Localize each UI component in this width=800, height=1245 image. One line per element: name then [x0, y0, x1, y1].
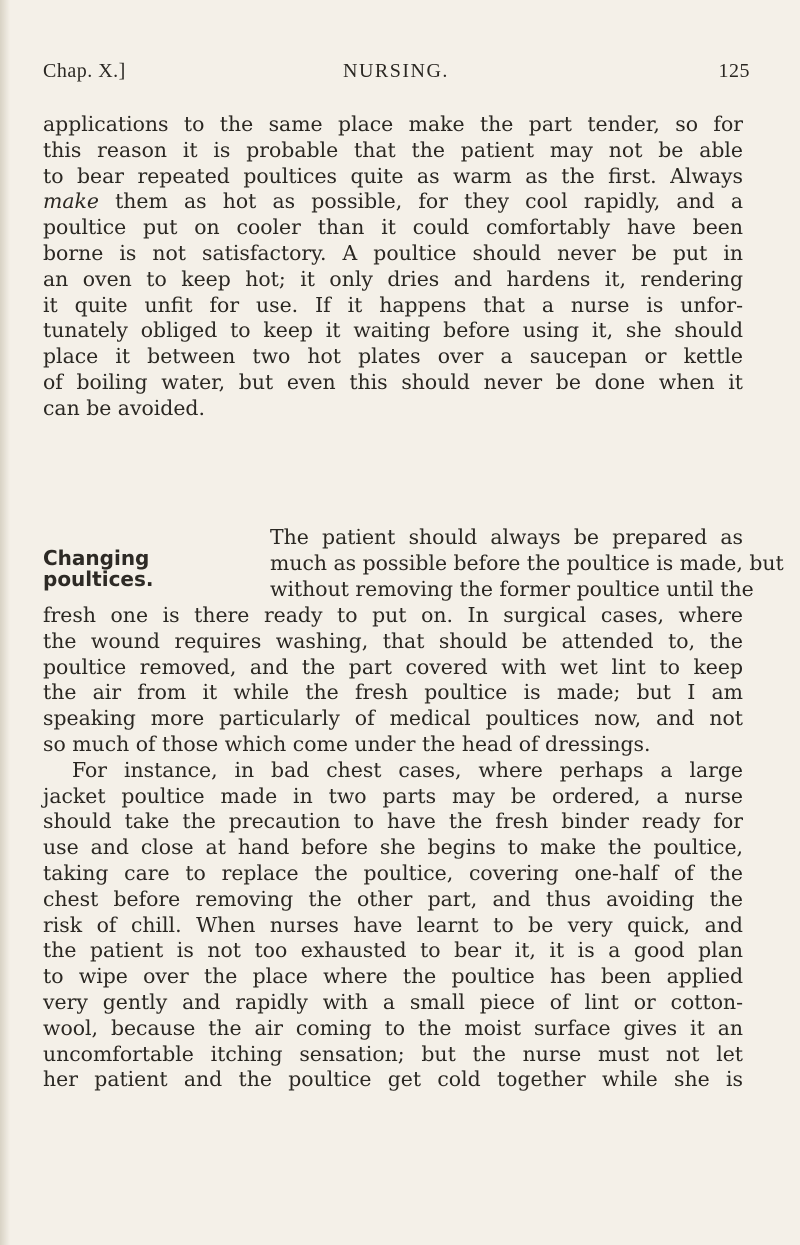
- text-line: so much of those which come under the head of dressings.: [43, 731, 651, 756]
- page-number: 125: [718, 60, 750, 82]
- text-line: the wound requires washing, that should be attended to, the: [43, 628, 743, 653]
- chapter-label: Chap. X.]: [43, 60, 126, 82]
- text-line: her patient and the poultice get cold together while she is: [43, 1067, 743, 1092]
- text-line: speaking more particularly of medical poultices now, and not: [43, 706, 743, 731]
- page-header: [43, 60, 750, 90]
- text-line: The patient should always be prepared as: [270, 525, 743, 549]
- text-line: jacket poultice made in two parts may be ordered, a nurse: [43, 783, 743, 808]
- text-line: very gently and rapidly with a small piece of lint or cotton-: [43, 989, 743, 1014]
- text-line: it quite unfit for use. If it happens that a nurse is unfor-: [43, 292, 743, 317]
- text-line-italic-start: [43, 189, 743, 215]
- text-line: can be avoided.: [43, 395, 205, 420]
- paragraph-2-body: [43, 603, 743, 1093]
- text-line: much as possible before the poultice is made, but: [270, 550, 784, 575]
- text-line: borne is not satisfactory. A poultice should never be put in: [43, 240, 743, 265]
- text-line: taking care to replace the poultice, covering one-half of the: [43, 860, 743, 885]
- text-line: of boiling water, but even this should never be done when it: [43, 369, 743, 394]
- paragraph-2-start: [43, 525, 784, 602]
- text-line: applications to the same place make the part tender, so for: [43, 112, 743, 136]
- text-line: risk of chill. When nurses have learnt to be very quick, and: [43, 912, 743, 937]
- text-line: poultice removed, and the part covered with wet lint to keep: [43, 654, 743, 679]
- text-line: For instance, in bad chest cases, where perhaps a large: [72, 757, 743, 782]
- italic-word: make: [43, 189, 99, 214]
- running-title: NURSING.: [343, 60, 449, 82]
- text-line: uncomfortable itching sensation; but the nurse must not let: [43, 1041, 743, 1066]
- paragraph-1: [43, 112, 743, 422]
- text-line: an oven to keep hot; it only dries and hardens it, rendering: [43, 266, 743, 291]
- text-line: chest before removing the other part, and thus avoiding the: [43, 886, 743, 911]
- text-line: poultice put on cooler than it could comfortably have been: [43, 215, 743, 240]
- text-line: place it between two hot plates over a saucepan or kettle: [43, 344, 743, 369]
- text-line: to bear repeated poultices quite as warm as the first. Always: [43, 163, 743, 188]
- text-line-rest: them as hot as possible, for they cool rapidly, and a: [98, 189, 743, 214]
- text-line: the air from it while the fresh poultice is made; but I am: [43, 680, 743, 705]
- text-line: without removing the former poultice until the: [270, 576, 754, 601]
- text-line: this reason it is probable that the patient may not be able: [43, 137, 743, 162]
- text-line: fresh one is there ready to put on. In surgical cases, where: [43, 603, 743, 627]
- text-line: tunately obliged to keep it waiting before using it, she should: [43, 318, 743, 343]
- page-edge: [0, 0, 10, 1245]
- margin-note-line: poultices.: [43, 567, 154, 591]
- text-line: wool, because the air coming to the moist surface gives it an: [43, 1015, 743, 1040]
- text-line: to wipe over the place where the poultice has been applied: [43, 964, 743, 989]
- text-line: the patient is not too exhausted to bear it, it is a good plan: [43, 938, 743, 963]
- text-line: should take the precaution to have the fresh binder ready for: [43, 809, 743, 834]
- text-line: use and close at hand before she begins to make the poultice,: [43, 835, 743, 860]
- margin-note-line: Changing: [43, 546, 150, 570]
